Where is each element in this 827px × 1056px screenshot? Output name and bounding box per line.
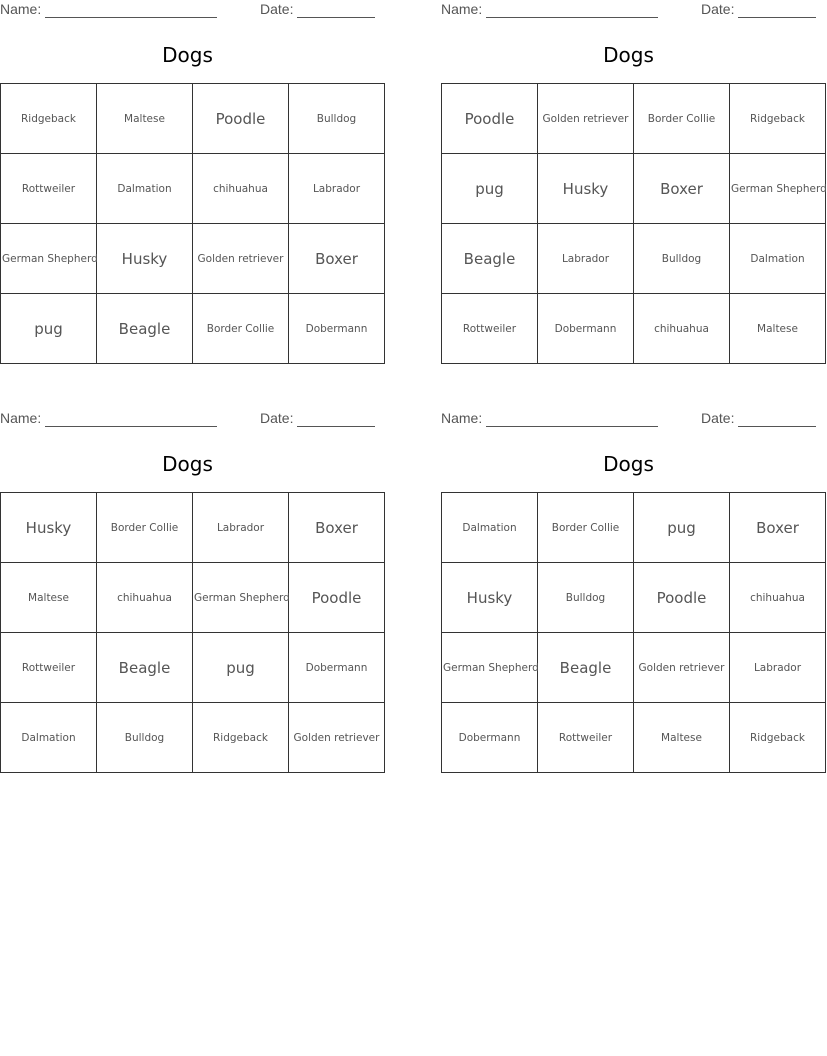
grid-cell: German Shepherd [1, 224, 97, 294]
grid-cell: Golden retriever [538, 84, 634, 154]
grid-cell: Border Collie [634, 84, 730, 154]
grid-cell: pug [442, 154, 538, 224]
grid-cell: Dobermann [538, 294, 634, 364]
grid-row [1, 563, 385, 633]
grid-cell: Boxer [730, 493, 826, 563]
grid-row [1, 493, 385, 563]
grid-cell: German Shepherd [442, 633, 538, 703]
grid-row [442, 294, 826, 364]
grid-cell: Border Collie [538, 493, 634, 563]
grid-cell: Golden retriever [193, 224, 289, 294]
grid-cell: Border Collie [193, 294, 289, 364]
grid-cell: Dalmation [730, 224, 826, 294]
grid-cell: Maltese [97, 84, 193, 154]
grid-row [442, 703, 826, 773]
grid-cell: Labrador [538, 224, 634, 294]
date-label: Date: [701, 410, 735, 426]
card-title: Dogs [603, 43, 654, 67]
grid-cell: Dalmation [442, 493, 538, 563]
grid-cell: pug [634, 493, 730, 563]
card-title: Dogs [603, 452, 654, 476]
grid-cell: Border Collie [97, 493, 193, 563]
name-blank-line [486, 426, 658, 427]
grid-cell: Poodle [289, 563, 385, 633]
name-blank-line [45, 426, 217, 427]
grid-cell: Dobermann [442, 703, 538, 773]
grid-cell: Maltese [634, 703, 730, 773]
card-title: Dogs [162, 452, 213, 476]
grid-cell: Dalmation [97, 154, 193, 224]
name-label: Name: [0, 1, 42, 17]
date-blank-line [738, 17, 816, 18]
card-title: Dogs [162, 43, 213, 67]
name-date-row [441, 410, 816, 430]
grid-cell: chihuahua [730, 563, 826, 633]
name-date-row [441, 1, 816, 21]
grid-cell: Labrador [289, 154, 385, 224]
grid-row [442, 493, 826, 563]
grid-cell: Labrador [193, 493, 289, 563]
name-blank-line [486, 17, 658, 18]
grid-cell: chihuahua [634, 294, 730, 364]
name-label: Name: [441, 410, 483, 426]
grid-cell: Golden retriever [634, 633, 730, 703]
grid-cell: chihuahua [97, 563, 193, 633]
grid-row [442, 224, 826, 294]
grid-cell: Boxer [289, 224, 385, 294]
grid-cell: Bulldog [634, 224, 730, 294]
grid-cell: Rottweiler [442, 294, 538, 364]
grid-cell: Ridgeback [730, 703, 826, 773]
grid-cell: Husky [442, 563, 538, 633]
grid-row [442, 84, 826, 154]
grid-cell: Poodle [442, 84, 538, 154]
grid-cell: Bulldog [538, 563, 634, 633]
grid-cell: Husky [1, 493, 97, 563]
grid-cell: Beagle [442, 224, 538, 294]
grid-cell: Golden retriever [289, 703, 385, 773]
grid-row [1, 294, 385, 364]
date-label: Date: [701, 1, 735, 17]
date-label: Date: [260, 1, 294, 17]
date-blank-line [738, 426, 816, 427]
grid-cell: Beagle [97, 294, 193, 364]
grid-cell: Ridgeback [1, 84, 97, 154]
date-blank-line [297, 17, 375, 18]
grid-row [1, 703, 385, 773]
grid-cell: Boxer [289, 493, 385, 563]
grid-cell: German Shepherd [730, 154, 826, 224]
grid-row [1, 633, 385, 703]
grid-cell: Husky [538, 154, 634, 224]
grid-cell: Rottweiler [1, 633, 97, 703]
date-label: Date: [260, 410, 294, 426]
grid-cell: Beagle [97, 633, 193, 703]
grid-cell: pug [193, 633, 289, 703]
grid-cell: Bulldog [289, 84, 385, 154]
name-date-row [0, 1, 375, 21]
grid-cell: Ridgeback [193, 703, 289, 773]
grid-cell: pug [1, 294, 97, 364]
grid-cell: Poodle [634, 563, 730, 633]
grid-cell: Rottweiler [1, 154, 97, 224]
grid-cell: Boxer [634, 154, 730, 224]
name-blank-line [45, 17, 217, 18]
grid-cell: Rottweiler [538, 703, 634, 773]
grid-cell: Dobermann [289, 633, 385, 703]
grid-cell: Ridgeback [730, 84, 826, 154]
grid-cell: Bulldog [97, 703, 193, 773]
grid-cell: Maltese [1, 563, 97, 633]
grid-row [442, 633, 826, 703]
name-date-row [0, 410, 375, 430]
grid-cell: Labrador [730, 633, 826, 703]
bingo-grid [0, 83, 385, 364]
grid-row [1, 224, 385, 294]
grid-row [442, 154, 826, 224]
bingo-grid [0, 492, 385, 773]
grid-cell: German Shepherd [193, 563, 289, 633]
date-blank-line [297, 426, 375, 427]
name-label: Name: [441, 1, 483, 17]
bingo-grid [441, 492, 826, 773]
grid-row [1, 84, 385, 154]
grid-cell: Beagle [538, 633, 634, 703]
grid-cell: Husky [97, 224, 193, 294]
bingo-grid [441, 83, 826, 364]
grid-cell: Dalmation [1, 703, 97, 773]
grid-row [1, 154, 385, 224]
name-label: Name: [0, 410, 42, 426]
grid-cell: Dobermann [289, 294, 385, 364]
grid-cell: Poodle [193, 84, 289, 154]
grid-cell: chihuahua [193, 154, 289, 224]
grid-row [442, 563, 826, 633]
grid-cell: Maltese [730, 294, 826, 364]
